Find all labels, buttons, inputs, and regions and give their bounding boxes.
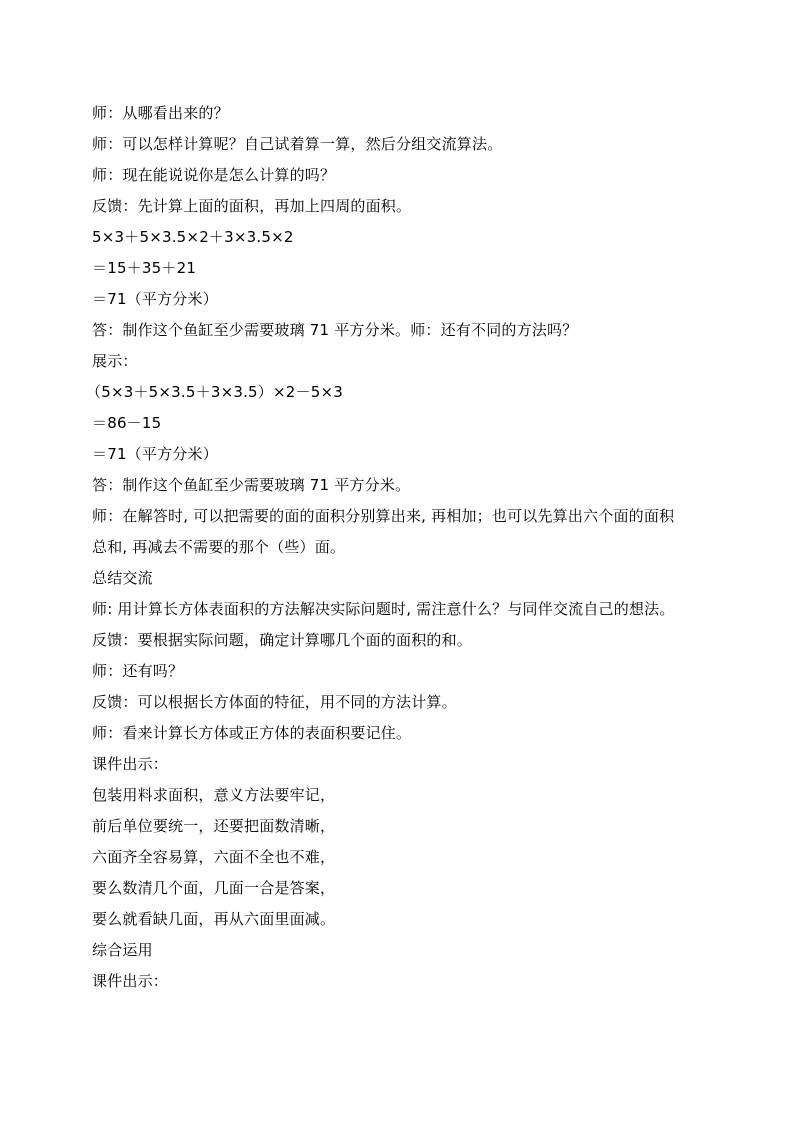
dialogue-line: 师：还有吗？ bbox=[92, 662, 184, 680]
calculation-line: ＝86－15 bbox=[92, 414, 162, 432]
calculation-line: 5×3＋5×3.5×2＋3×3.5×2 bbox=[92, 228, 294, 246]
courseware-label: 课件出示： bbox=[92, 755, 169, 773]
feedback-line: 反馈：要根据实际问题，确定计算哪几个面的面积的和。 bbox=[92, 631, 473, 649]
verse-line: 要么就看缺几面，再从六面里面减。 bbox=[92, 910, 336, 928]
calculation-line: ＝15＋35＋21 bbox=[92, 259, 197, 277]
answer-line: 答：制作这个鱼缸至少需要玻璃 71 平方分米。 bbox=[92, 476, 411, 494]
calculation-line: （5×3＋5×3.5＋3×3.5）×2－5×3 bbox=[86, 383, 343, 401]
answer-line: 答：制作这个鱼缸至少需要玻璃 71 平方分米。师：还有不同的方法吗？ bbox=[92, 321, 578, 339]
verse-line: 前后单位要统一，还要把面数清晰， bbox=[92, 817, 336, 835]
dialogue-line: 师：从哪看出来的？ bbox=[92, 104, 229, 122]
courseware-label: 课件出示： bbox=[92, 972, 169, 990]
document-body bbox=[86, 98, 712, 997]
calculation-line: ＝71（平方分米） bbox=[92, 445, 218, 463]
verse-line: 包装用料求面积，意义方法要牢记， bbox=[92, 786, 336, 804]
dialogue-line: 师：可以怎样计算呢？自己试着算一算，然后分组交流算法。 bbox=[92, 135, 503, 153]
verse-line: 六面齐全容易算，六面不全也不难， bbox=[92, 848, 336, 866]
dialogue-line: 师：在解答时, 可以把需要的面的面积分别算出来, 再相加；也可以先算出六个面的面积 bbox=[92, 507, 675, 525]
verse-line: 要么数清几个面，几面一合是答案， bbox=[92, 879, 336, 897]
dialogue-line: 总和, 再减去不需要的那个（些）面。 bbox=[92, 538, 346, 556]
feedback-line: 反馈：先计算上面的面积，再加上四周的面积。 bbox=[92, 197, 412, 215]
dialogue-line: 师: 用计算长方体表面积的方法解决实际问题时, 需注意什么？与同伴交流自己的想法。 bbox=[92, 600, 675, 618]
calculation-line: ＝71（平方分米） bbox=[92, 290, 218, 308]
feedback-line: 反馈：可以根据长方体面的特征，用不同的方法计算。 bbox=[92, 693, 457, 711]
section-heading: 综合运用 bbox=[92, 941, 153, 959]
display-label: 展示： bbox=[92, 352, 138, 370]
section-heading: 总结交流 bbox=[92, 569, 153, 587]
dialogue-line: 师：看来计算长方体或正方体的表面积要记住。 bbox=[92, 724, 412, 742]
dialogue-line: 师：现在能说说你是怎么计算的吗？ bbox=[92, 166, 336, 184]
